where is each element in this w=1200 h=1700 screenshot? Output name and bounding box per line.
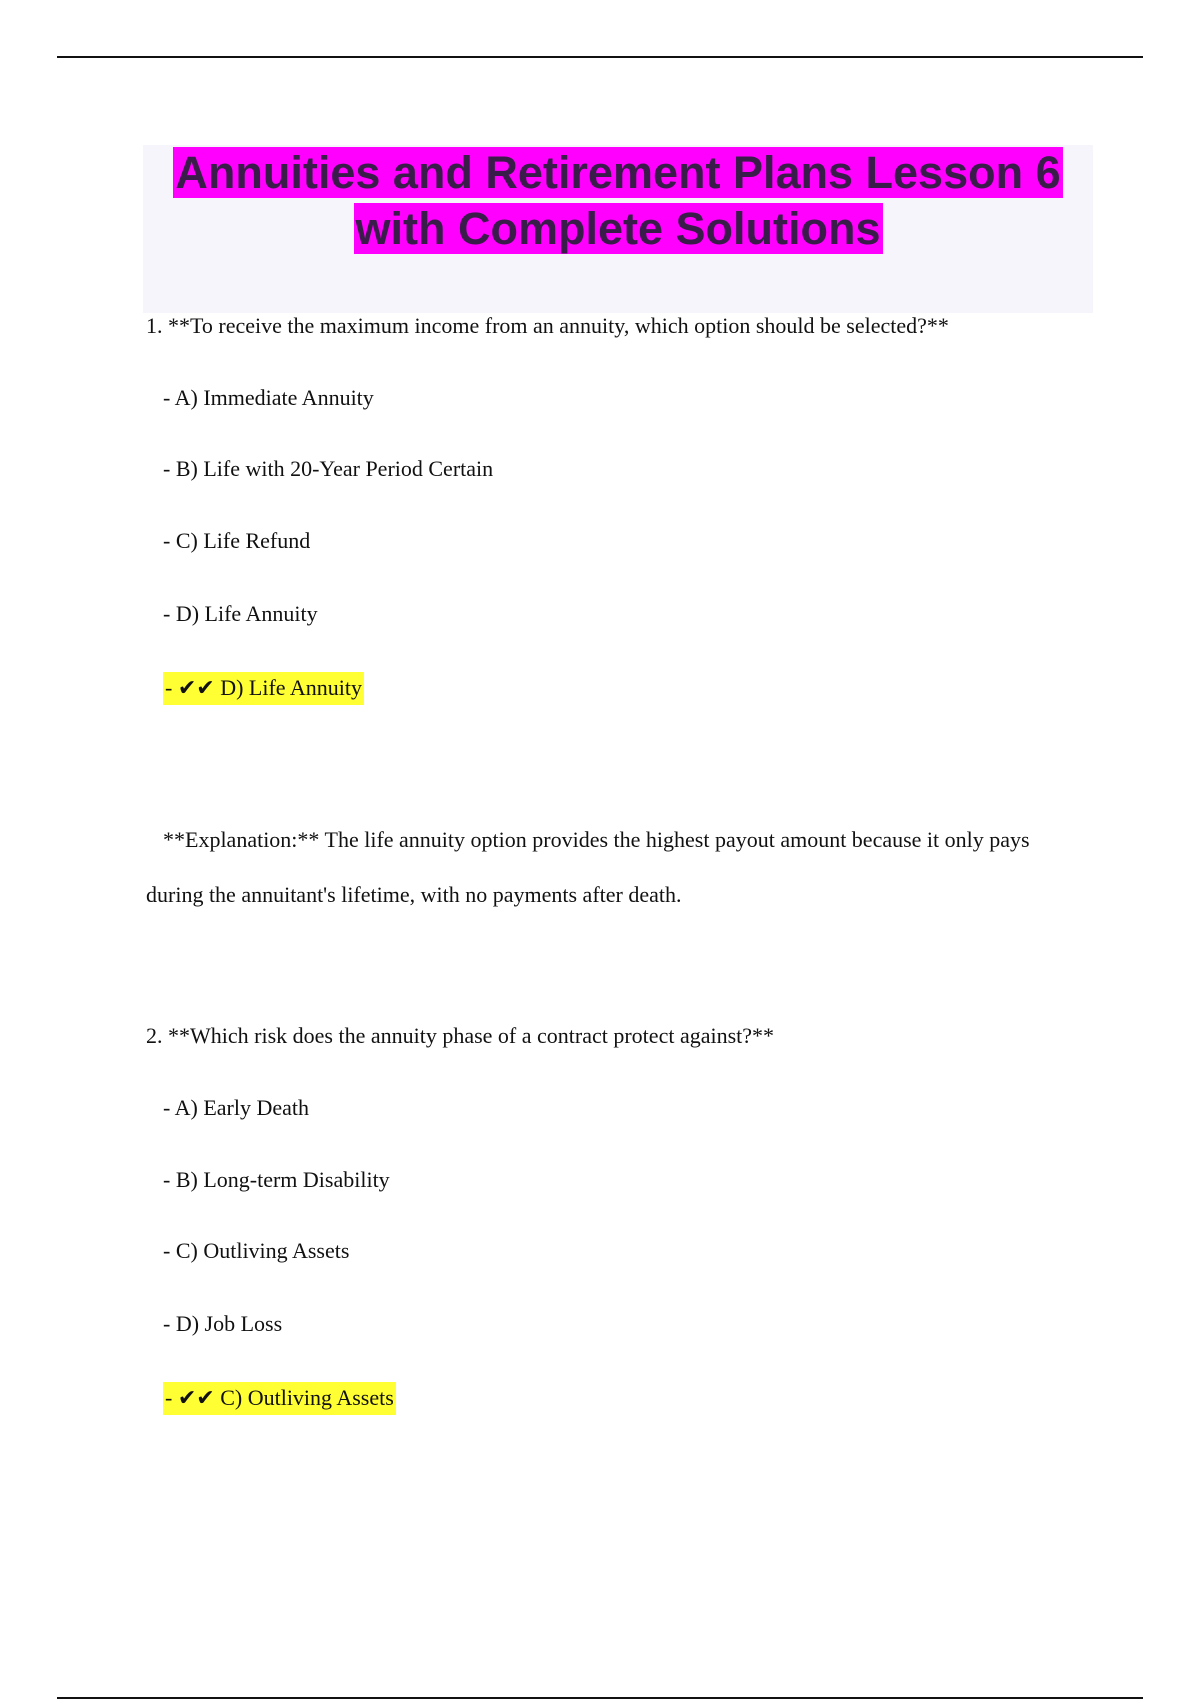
question-2-option-b: - B) Long-term Disability: [163, 1167, 390, 1192]
question-2-option-c: - C) Outliving Assets: [163, 1238, 350, 1263]
question-1-option-a: - A) Immediate Annuity: [163, 385, 374, 410]
question-1-prompt: 1. **To receive the maximum income from an annuity, which option should be selected?**: [146, 313, 949, 338]
question-2-answer: [163, 1382, 396, 1415]
page-top-rule: [57, 56, 1143, 58]
question-2-option-d: - D) Job Loss: [163, 1311, 283, 1336]
double-check-icon: ✔✔: [177, 1386, 215, 1411]
question-2-option-a: - A) Early Death: [163, 1095, 309, 1120]
question-1-option-b: - B) Life with 20-Year Period Certain: [163, 456, 494, 481]
double-check-icon: ✔✔: [177, 676, 215, 701]
question-1-answer: [163, 672, 364, 705]
page-title-text: Annuities and Retirement Plans Lesson 6 with Complete Solutions: [175, 147, 1061, 254]
question-1-option-c: - C) Life Refund: [163, 528, 311, 553]
title-block: [143, 145, 1093, 313]
question-1-explanation: **Explanation:** The life annuity option provides the highest payout amount because it only pays during the annuitant's lifetime, with no payments after death.: [146, 827, 1030, 907]
page-bottom-rule: [57, 1697, 1143, 1699]
question-1-option-d: - D) Life Annuity: [163, 601, 318, 626]
answer-dash: -: [165, 1385, 173, 1410]
answer-text: D) Life Annuity: [220, 675, 362, 700]
answer-dash: -: [165, 675, 173, 700]
page-title: [143, 145, 1093, 257]
answer-text: C) Outliving Assets: [220, 1385, 394, 1410]
question-2-prompt: 2. **Which risk does the annuity phase of a contract protect against?**: [146, 1023, 775, 1048]
